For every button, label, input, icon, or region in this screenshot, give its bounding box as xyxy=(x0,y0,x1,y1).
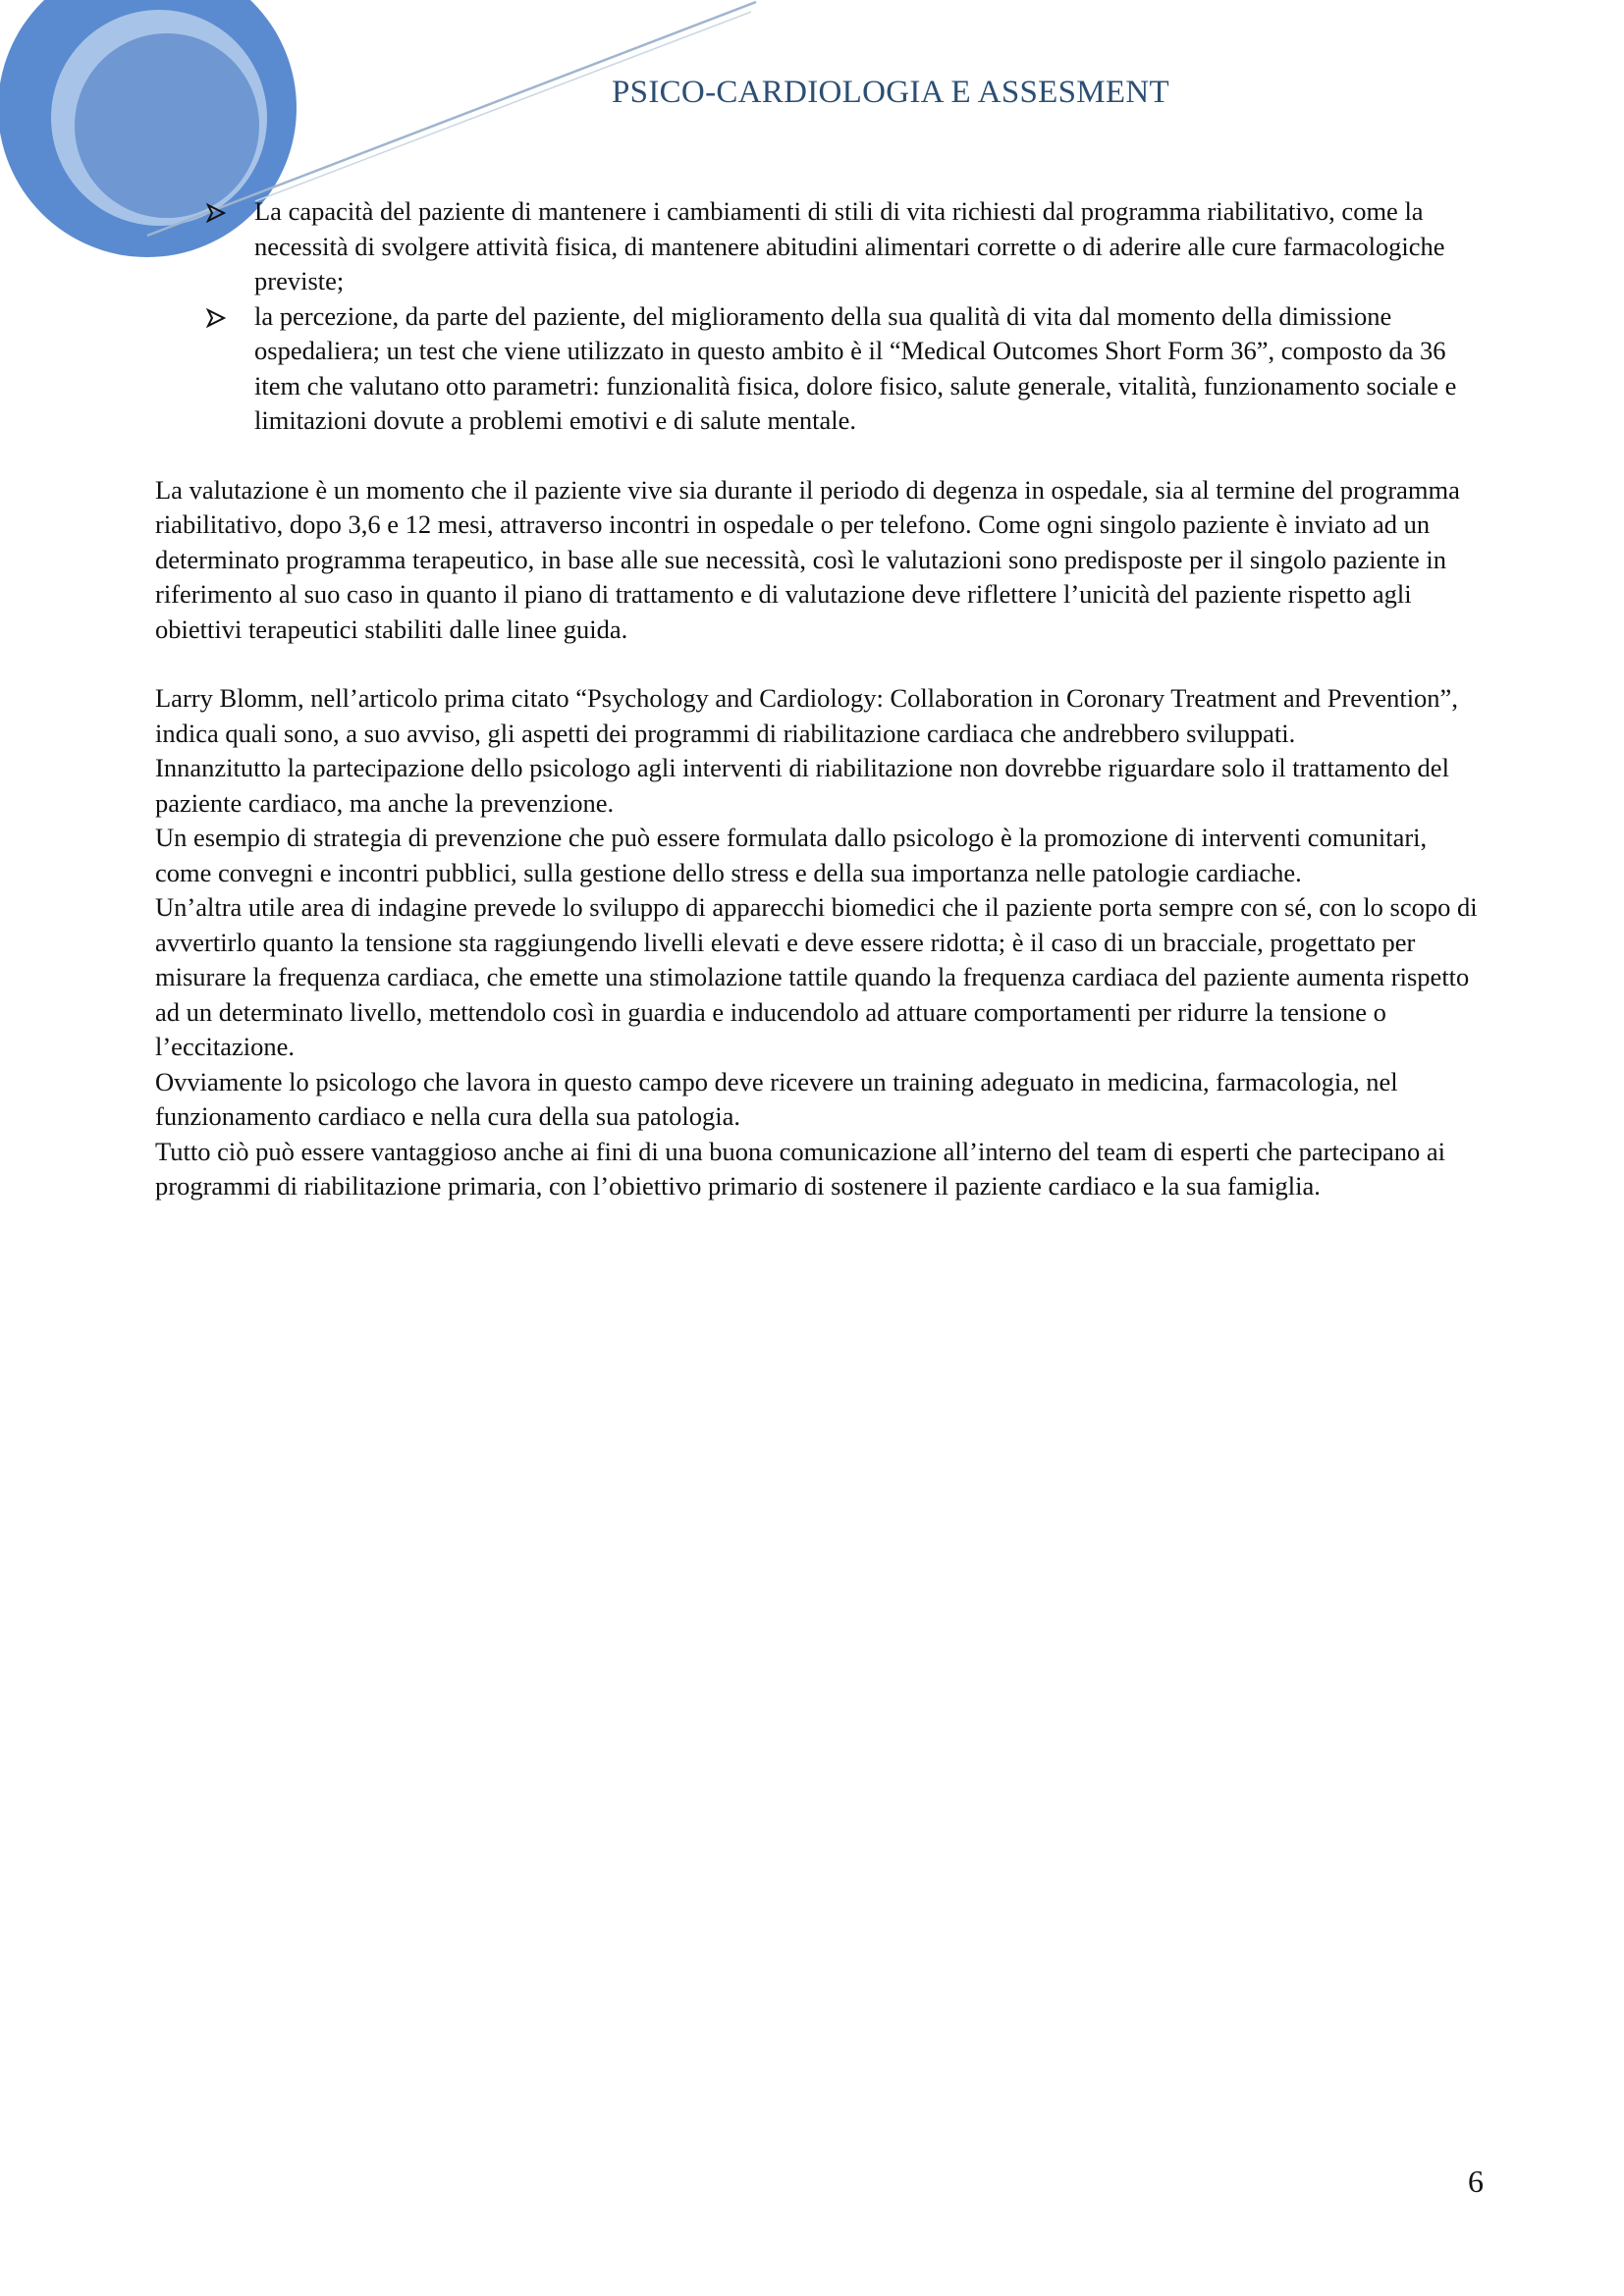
arrow-bullet-icon xyxy=(206,308,226,328)
bullet-item xyxy=(155,194,1486,299)
bullet-text: La capacità del paziente di mantenere i cambiamenti di stili di vita richiesti dal programma riabilitativo, come la necessità di svolgere attività fisica, di mantenere abitudini alimentari corrette o di aderire alle cure farmacologiche previste; xyxy=(254,196,1445,295)
bullet-list xyxy=(155,194,1486,439)
paragraph-comunicazione: Tutto ciò può essere vantaggioso anche ai fini di una buona comunicazione all’interno del team di esperti che partecipano ai programmi di riabilitazione primaria, con l’obiettivo primario di sostenere il paziente cardiaco e la sua famiglia. xyxy=(155,1136,1446,1201)
spacer xyxy=(155,439,1486,473)
paragraph-prevenzione: Un esempio di strategia di prevenzione che può essere formulata dallo psicologo è la promozione di interventi comunitari, come convegni e incontri pubblici, sulla gestione dello stress e della sua importanza nelle patologie cardiache. xyxy=(155,823,1428,887)
bullet-item xyxy=(155,299,1486,439)
paragraph-blomm: Larry Blomm, nell’articolo prima citato “Psychology and Cardiology: Collaboration in Coronary Treatment and Prevention”, indica quali sono, a suo avviso, gli aspetti dei programmi di riabilitazione cardiaca che andrebbero sviluppati. xyxy=(155,683,1458,748)
bullet-text: la percezione, da parte del paziente, del miglioramento della sua qualità di vita dal momento della dimissione ospedaliera; un test che viene utilizzato in questo ambito è il “Medical Outcomes Short Form 36”, composto da 36 item che valutano otto parametri: funzionalità fisica, dolore fisico, salute generale, vitalità, funzionamento sociale e limitazioni dovute a problemi emotivi e di salute mentale. xyxy=(254,300,1457,435)
arrow-bullet-icon xyxy=(206,203,226,223)
page-number: 6 xyxy=(1468,2163,1484,2199)
page-header-title: PSICO-CARDIOLOGIA E ASSESMENT xyxy=(612,75,1169,110)
paragraph-valutazione: La valutazione è un momento che il paziente vive sia durante il periodo di degenza in ospedale, sia al termine del programma riabilitativo, dopo 3,6 e 12 mesi, attraverso incontri in ospedale o per telefono. Come ogni singolo paziente è inviato ad un determinato programma terapeutico, in base alle sue necessità, così le valutazioni sono predisposte per il singolo paziente in riferimento al suo caso in quanto il piano di trattamento e di valutazione deve riflettere l’unicità del paziente rispetto agli obiettivi terapeutici stabiliti dalle linee guida. xyxy=(155,474,1460,644)
paragraph-training: Ovviamente lo psicologo che lavora in questo campo deve ricevere un training adeguato in medicina, farmacologia, nel funzionamento cardiaco e nella cura della sua patologia. xyxy=(155,1066,1398,1131)
paragraph-apparecchi: Un’altra utile area di indagine prevede lo sviluppo di apparecchi biomedici che il paziente porta sempre con sé, con lo scopo di avvertirlo quanto la tensione sta raggiungendo livelli elevati e deve essere ridotta; è il caso di un bracciale, progettato per misurare la frequenza cardiaca, che emette una stimolazione tattile quando la frequenza cardiaca del paziente aumenta rispetto ad un determinato livello, mettendolo così in guardia e inducendolo ad attuare comportamenti per ridurre la tensione o l’eccitazione. xyxy=(155,892,1478,1061)
spacer xyxy=(155,647,1486,681)
document-body xyxy=(155,194,1486,1204)
paragraph-partecipazione: Innanzitutto la partecipazione dello psicologo agli interventi di riabilitazione non dovrebbe riguardare solo il trattamento del paziente cardiaco, ma anche la prevenzione. xyxy=(155,753,1449,818)
decor-inner-circle xyxy=(75,33,259,218)
